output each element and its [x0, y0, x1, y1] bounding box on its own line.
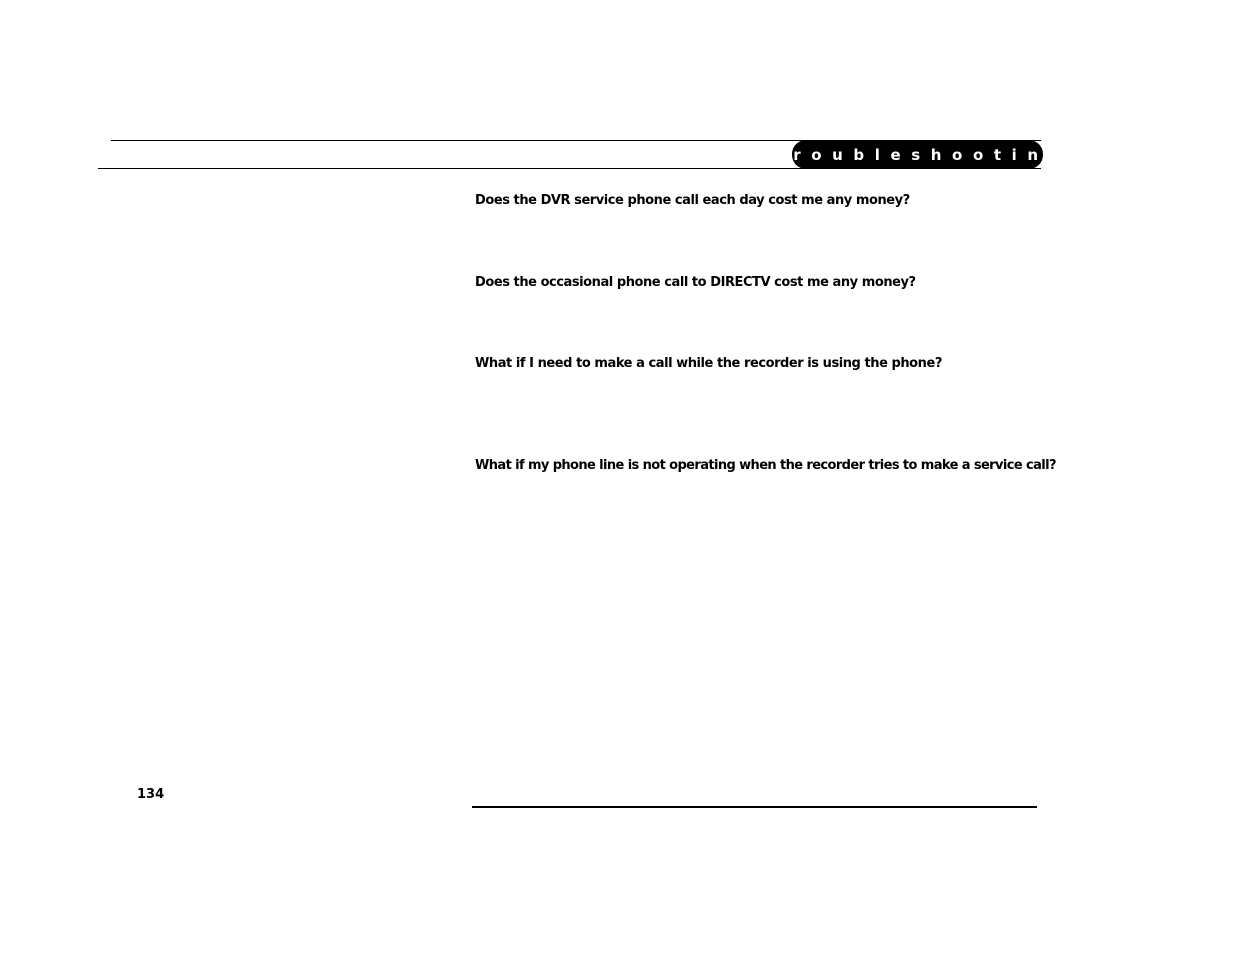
question-heading: Does the occasional phone call to DIRECTV cost me any money?: [475, 275, 916, 290]
question-heading: What if my phone line is not operating when the recorder tries to make a service call?: [475, 458, 1056, 473]
section-title: Troubleshooting: [774, 145, 1070, 164]
section-tab: [774, 140, 1070, 169]
page-number: 134: [137, 787, 165, 802]
question-heading: Does the DVR service phone call each day cost me any money?: [475, 193, 910, 208]
footer-rule: [472, 806, 1037, 808]
question-heading: What if I need to make a call while the recorder is using the phone?: [475, 356, 942, 371]
